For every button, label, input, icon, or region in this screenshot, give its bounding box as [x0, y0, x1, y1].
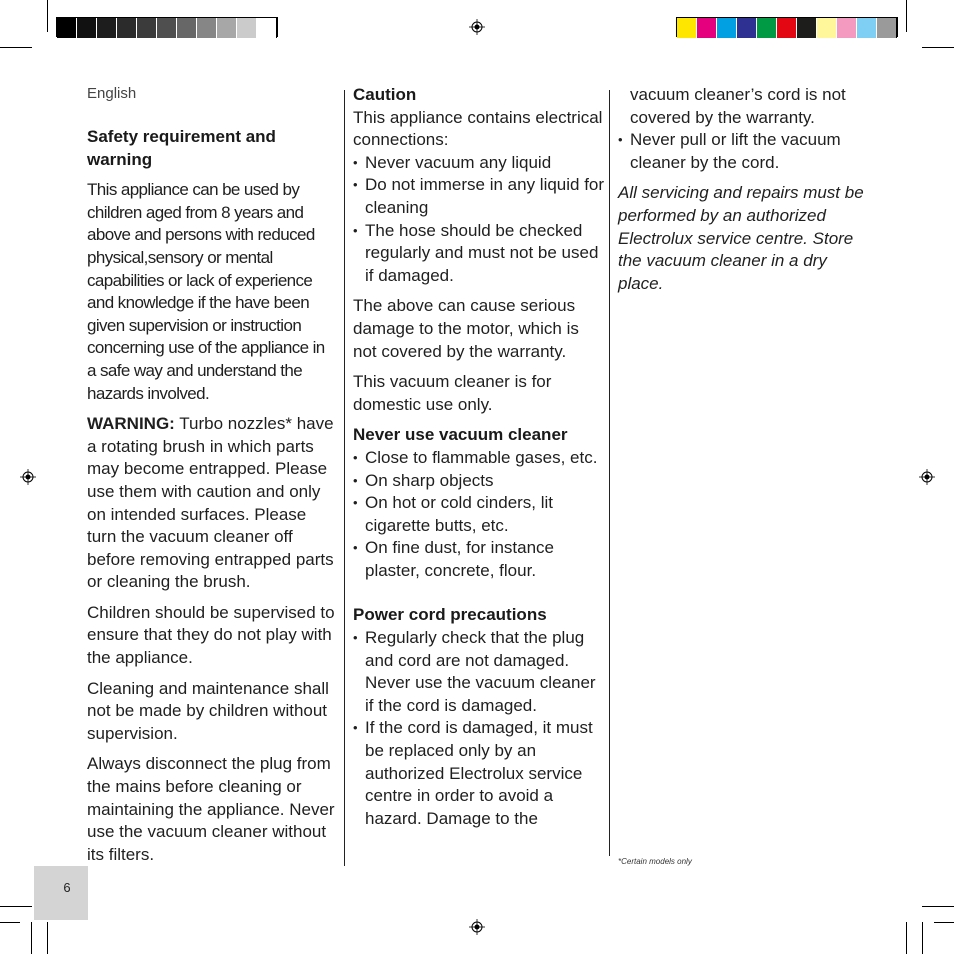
list-item: • On fine dust, for instance plaster, concrete, flour. [353, 537, 605, 582]
cord-list [618, 129, 868, 174]
color-swatch [137, 18, 157, 38]
paragraph: This appliance contains electrical connections: [353, 107, 603, 150]
color-swatch [57, 18, 77, 38]
color-swatch [797, 18, 817, 38]
color-swatch [117, 18, 137, 38]
column-middle [353, 84, 605, 838]
list-item: • Do not immerse in any liquid for cleaning [353, 174, 605, 219]
color-swatch [257, 18, 277, 38]
color-swatch [737, 18, 757, 38]
list-item: • On sharp objects [353, 470, 605, 493]
color-swatch [177, 18, 197, 38]
crop-mark [922, 922, 923, 954]
paragraph: This appliance can be used by children aged from 8 years and above and persons with reduced physical,sensory or mental capabilities or lack of experience and knowledge if the have been given supervision or instruction concerning use of the appliance in a safe way and understand the hazards involved. [87, 180, 325, 403]
color-swatch [877, 18, 897, 38]
color-swatch [677, 18, 697, 38]
warning-text: Turbo nozzles* have a rotating brush in which parts may become entrapped. Please use them with caution and only on intended surfaces. Please turn the vacuum cleaner off before removing entrapped parts or cleaning the brush. [87, 414, 334, 592]
color-swatch [857, 18, 877, 38]
list-item: • Never vacuum any liquid [353, 152, 605, 175]
column-left [87, 84, 337, 874]
warning-paragraph [87, 413, 337, 594]
language-label: English [87, 85, 137, 102]
crop-mark [906, 0, 907, 32]
column-divider [609, 90, 610, 856]
crop-mark [47, 0, 48, 32]
registration-mark-icon [469, 19, 485, 35]
registration-mark-icon [919, 469, 935, 485]
crop-mark [0, 922, 20, 923]
paragraph: The above can cause serious damage to the motor, which is not covered by the warranty. [353, 296, 579, 361]
color-swatch [97, 18, 117, 38]
color-swatch [817, 18, 837, 38]
column-right [618, 84, 868, 303]
crop-mark [0, 47, 32, 48]
paragraph: Cleaning and maintenance shall not be made by children without supervision. [87, 678, 329, 743]
crop-mark [934, 922, 954, 923]
crop-mark [906, 922, 907, 954]
list-item: • On hot or cold cinders, lit cigarette butts, etc. [353, 492, 605, 537]
paragraph: This vacuum cleaner is for domestic use only. [353, 372, 552, 414]
section-heading: Never use vacuum cleaner [353, 425, 568, 445]
color-bar [676, 17, 898, 37]
color-swatch [777, 18, 797, 38]
color-swatch [697, 18, 717, 38]
color-swatch [837, 18, 857, 38]
color-swatch [717, 18, 737, 38]
registration-mark-icon [469, 919, 485, 935]
section-heading: Caution [353, 85, 417, 104]
color-swatch [77, 18, 97, 38]
paragraph: vacuum cleaner’s cord is not covered by the warranty. [630, 85, 846, 127]
warning-label: WARNING: [87, 414, 175, 434]
list-item: • Regularly check that the plug and cord are not damaged. Never use the vacuum cleaner if the cord is damaged. [353, 627, 605, 717]
column-divider [344, 90, 345, 866]
list-item: • Never pull or lift the vacuum cleaner by the cord. [618, 129, 868, 174]
grayscale-bar [56, 17, 278, 37]
paragraph: Children should be supervised to ensure that they do not play with the appliance. [87, 602, 335, 668]
color-swatch [197, 18, 217, 38]
color-swatch [217, 18, 237, 38]
footnote: *Certain models only [618, 857, 692, 866]
service-note: All servicing and repairs must be performed by an authorized Electrolux service centre. Store the vacuum cleaner in a dry place. [618, 183, 864, 293]
color-swatch [757, 18, 777, 38]
page-number: 6 [63, 880, 71, 895]
registration-mark-icon [20, 469, 36, 485]
list-item: • Close to flammable gases, etc. [353, 447, 605, 470]
crop-mark [31, 922, 32, 954]
list-item: • If the cord is damaged, it must be replaced only by an authorized Electrolux service centre in order to avoid a hazard. Damage to the [353, 717, 605, 830]
paragraph: Always disconnect the plug from the mains before cleaning or maintaining the appliance. Never use the vacuum cleaner without its filters. [87, 754, 335, 864]
color-swatch [237, 18, 257, 38]
never-use-list [353, 447, 605, 583]
caution-list [353, 152, 605, 288]
crop-mark [922, 47, 954, 48]
crop-mark [47, 922, 48, 954]
crop-mark [922, 906, 954, 907]
color-swatch [157, 18, 177, 38]
list-item: • The hose should be checked regularly and must not be used if damaged. [353, 220, 605, 288]
power-cord-list [353, 627, 605, 830]
crop-mark [0, 906, 32, 907]
page-number-box [34, 866, 88, 920]
section-heading: Power cord precautions [353, 605, 547, 625]
section-heading: Safety requirement and warning [87, 127, 276, 169]
